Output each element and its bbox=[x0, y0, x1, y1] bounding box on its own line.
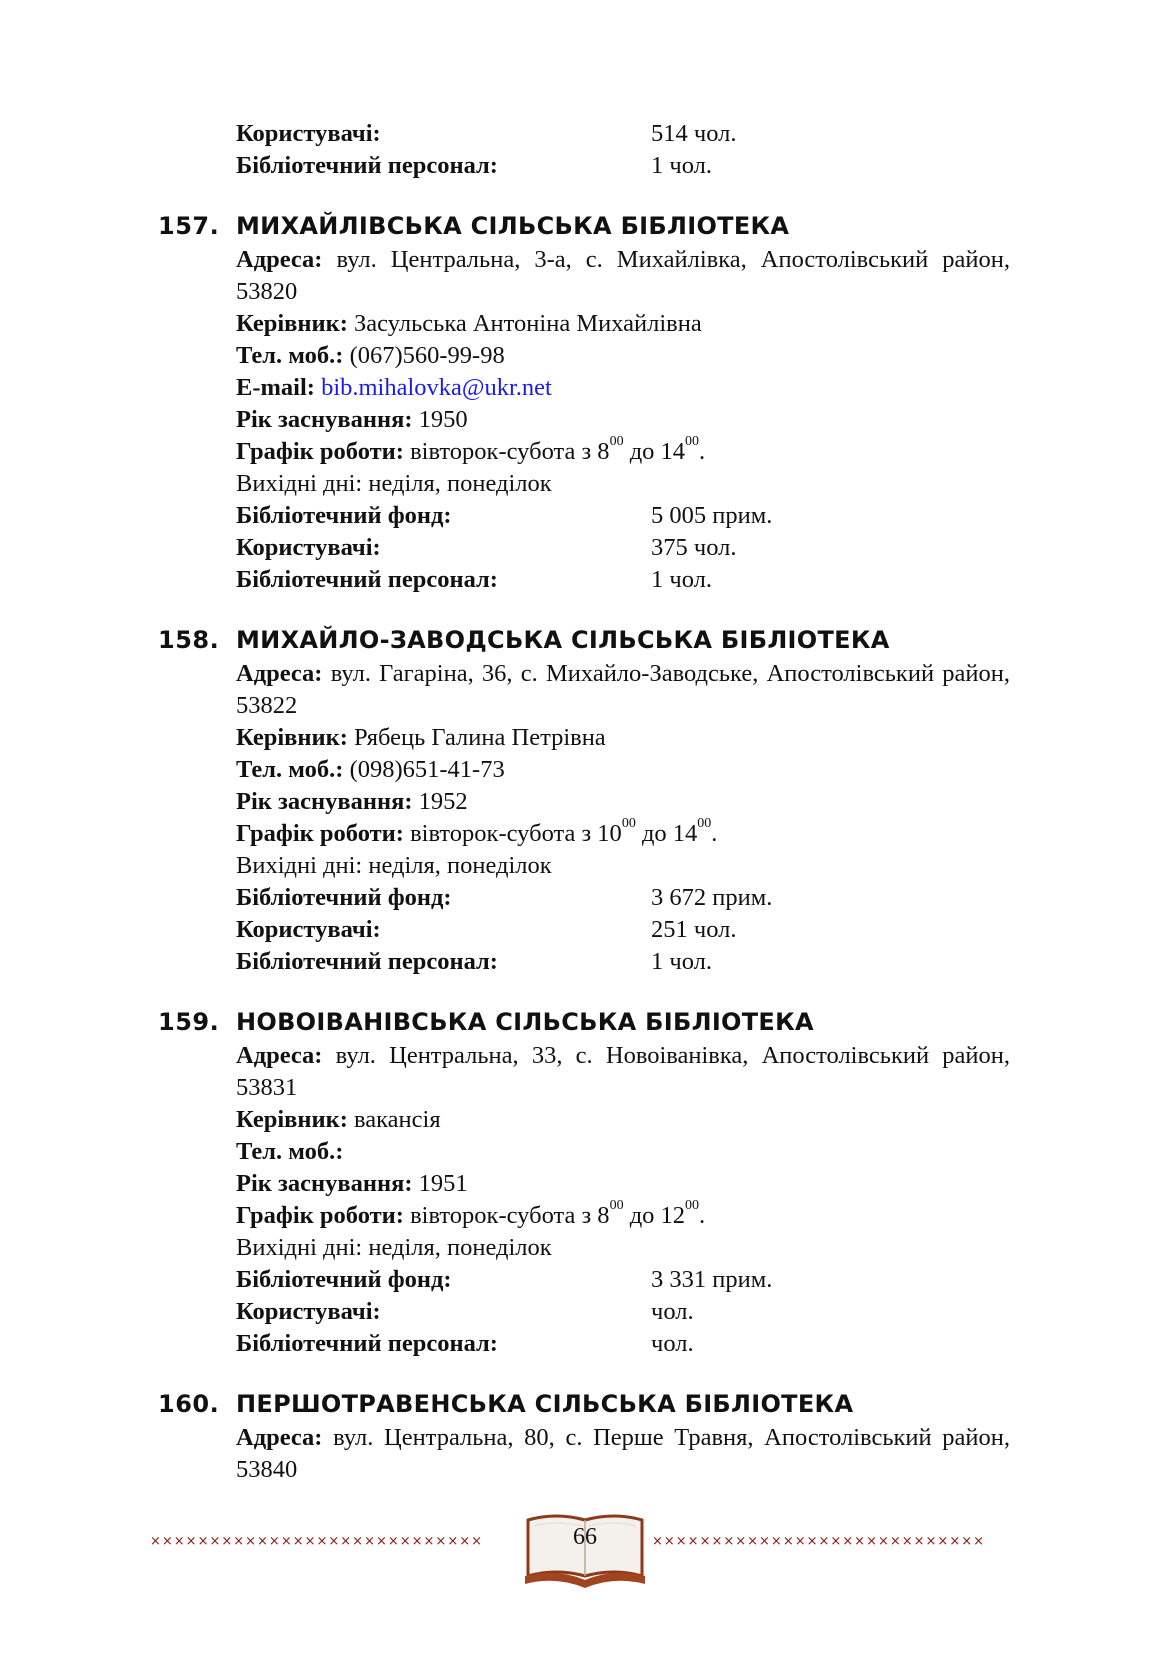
schedule-minutes-end: 00 bbox=[685, 1198, 700, 1213]
entry-title: МИХАЙЛІВСЬКА СІЛЬСЬКА БІБЛІОТЕКА bbox=[236, 212, 790, 240]
users-label: Користувачі: bbox=[236, 916, 381, 943]
schedule-minutes-end: 00 bbox=[697, 816, 712, 831]
fund-row bbox=[236, 1264, 1010, 1296]
days-off-line: Вихідні дні: неділя, понеділок bbox=[236, 470, 552, 497]
phone-label: Тел. моб.: bbox=[236, 756, 344, 783]
entry-number: 158. bbox=[158, 626, 220, 654]
staff-row bbox=[236, 564, 1010, 596]
schedule-label: Графік роботи: bbox=[236, 1202, 404, 1229]
schedule-line bbox=[236, 1200, 1010, 1232]
address-label: Адреса: bbox=[236, 1042, 323, 1069]
phone-label: Тел. моб.: bbox=[236, 1138, 344, 1165]
address-value: вул. Центральна, 33, с. Новоіванівка, Апостолівський район, 53831 bbox=[236, 1042, 1011, 1101]
staff-value: 1 чол. bbox=[651, 948, 712, 975]
users-label: Користувачі: bbox=[236, 534, 381, 561]
founded-label: Рік заснування: bbox=[236, 788, 413, 815]
fund-row bbox=[236, 882, 1010, 914]
phone-line bbox=[236, 1136, 1010, 1168]
schedule-end: . bbox=[699, 1202, 706, 1229]
head-value: Засульська Антоніна Михайлівна bbox=[354, 310, 702, 337]
schedule-minutes-start: 00 bbox=[621, 816, 636, 831]
users-value: чол. bbox=[651, 1298, 694, 1325]
founded-line bbox=[236, 786, 1010, 818]
address-line bbox=[236, 658, 1010, 722]
staff-label: Бібліотечний персонал: bbox=[236, 948, 498, 975]
email-link[interactable]: bib.mihalovka@ukr.net bbox=[321, 374, 552, 401]
founded-value: 1951 bbox=[418, 1170, 468, 1197]
fund-label: Бібліотечний фонд: bbox=[236, 884, 452, 911]
users-value: 251 чол. bbox=[651, 916, 737, 943]
schedule-text: вівторок-субота з 8 bbox=[410, 1202, 610, 1229]
users-value: 514 чол. bbox=[651, 120, 737, 147]
fund-label: Бібліотечний фонд: bbox=[236, 502, 452, 529]
head-label: Керівник: bbox=[236, 310, 348, 337]
schedule-mid: до 14 bbox=[635, 820, 698, 847]
address-line bbox=[236, 244, 1010, 308]
entry-number: 157. bbox=[158, 212, 220, 240]
staff-label: Бібліотечний персонал: bbox=[236, 566, 498, 593]
entry-number: 160. bbox=[158, 1390, 220, 1418]
schedule-label: Графік роботи: bbox=[236, 438, 404, 465]
days-off-line: Вихідні дні: неділя, понеділок bbox=[236, 852, 552, 879]
users-value: 375 чол. bbox=[651, 534, 737, 561]
schedule-minutes-start: 00 bbox=[609, 1198, 624, 1213]
schedule-text: вівторок-субота з 8 bbox=[410, 438, 610, 465]
library-entry-159 bbox=[158, 1004, 1011, 1360]
schedule-mid: до 14 bbox=[623, 438, 686, 465]
head-value: Рябець Галина Петрівна bbox=[354, 724, 606, 751]
address-line bbox=[236, 1040, 1010, 1104]
staff-row bbox=[236, 946, 1010, 978]
head-line bbox=[236, 1104, 1010, 1136]
entry-heading bbox=[158, 1386, 1010, 1422]
founded-value: 1952 bbox=[418, 788, 468, 815]
previous-entry-tail bbox=[236, 118, 1010, 182]
entry-heading bbox=[158, 622, 1010, 658]
entry-title: НОВОІВАНІВСЬКА СІЛЬСЬКА БІБЛІОТЕКА bbox=[236, 1008, 814, 1036]
entry-title: МИХАЙЛО-ЗАВОДСЬКА СІЛЬСЬКА БІБЛІОТЕКА bbox=[236, 626, 890, 654]
fund-value: 3 331 прим. bbox=[651, 1266, 773, 1293]
page-content bbox=[158, 118, 1011, 1486]
address-label: Адреса: bbox=[236, 246, 323, 273]
users-row bbox=[236, 914, 1010, 946]
founded-label: Рік заснування: bbox=[236, 1170, 413, 1197]
founded-label: Рік заснування: bbox=[236, 406, 413, 433]
schedule-mid: до 12 bbox=[623, 1202, 686, 1229]
head-label: Керівник: bbox=[236, 724, 348, 751]
decorative-cross-border-right: ×××××××××××××××××××××××××××× bbox=[652, 1534, 985, 1549]
entry-title: ПЕРШОТРАВЕНСЬКА СІЛЬСЬКА БІБЛІОТЕКА bbox=[236, 1390, 854, 1418]
entry-number: 159. bbox=[158, 1008, 220, 1036]
phone-value: (098)651-41-73 bbox=[349, 756, 505, 783]
entry-heading bbox=[158, 208, 1010, 244]
library-entry-157 bbox=[158, 208, 1011, 596]
decorative-cross-border-left: ×××××××××××××××××××××××××××× bbox=[150, 1534, 483, 1549]
schedule-minutes-end: 00 bbox=[685, 434, 700, 449]
library-entry-160 bbox=[158, 1386, 1010, 1486]
head-value: вакансія bbox=[354, 1106, 441, 1133]
phone-line bbox=[236, 340, 1010, 372]
email-line bbox=[236, 372, 1010, 404]
users-label: Користувачі: bbox=[236, 1298, 381, 1325]
page-number: 66 bbox=[573, 1524, 597, 1550]
users-row bbox=[236, 1296, 1010, 1328]
founded-line bbox=[236, 404, 1010, 436]
phone-label: Тел. моб.: bbox=[236, 342, 344, 369]
head-line bbox=[236, 308, 1010, 340]
fund-value: 5 005 прим. bbox=[651, 502, 773, 529]
schedule-line bbox=[236, 436, 1010, 468]
staff-row bbox=[236, 150, 1010, 182]
users-row bbox=[236, 118, 1010, 150]
library-entry-158 bbox=[158, 622, 1010, 978]
head-line bbox=[236, 722, 1010, 754]
schedule-minutes-start: 00 bbox=[609, 434, 624, 449]
users-label: Користувачі: bbox=[236, 120, 381, 147]
address-label: Адреса: bbox=[236, 1424, 323, 1451]
email-label: E-mail: bbox=[236, 374, 315, 401]
schedule-text: вівторок-субота з 10 bbox=[410, 820, 622, 847]
founded-line bbox=[236, 1168, 1010, 1200]
address-value: вул. Гагаріна, 36, с. Михайло-Заводське, Апостолівський район, 53822 bbox=[236, 660, 1010, 719]
days-off-line: Вихідні дні: неділя, понеділок bbox=[236, 1234, 552, 1261]
phone-value: (067)560-99-98 bbox=[349, 342, 505, 369]
address-line bbox=[236, 1422, 1010, 1486]
page-footer bbox=[150, 1510, 1020, 1590]
phone-line bbox=[236, 754, 1010, 786]
users-row bbox=[236, 532, 1010, 564]
address-value: вул. Центральна, 3-а, с. Михайлівка, Апостолівський район, 53820 bbox=[236, 246, 1011, 305]
schedule-end: . bbox=[711, 820, 718, 847]
staff-label: Бібліотечний персонал: bbox=[236, 1330, 498, 1357]
staff-value: чол. bbox=[651, 1330, 694, 1357]
head-label: Керівник: bbox=[236, 1106, 348, 1133]
staff-row bbox=[236, 1328, 1010, 1360]
staff-value: 1 чол. bbox=[651, 152, 712, 179]
schedule-line bbox=[236, 818, 1010, 850]
fund-value: 3 672 прим. bbox=[651, 884, 773, 911]
schedule-end: . bbox=[699, 438, 706, 465]
staff-label: Бібліотечний персонал: bbox=[236, 152, 498, 179]
entry-heading bbox=[158, 1004, 1010, 1040]
schedule-label: Графік роботи: bbox=[236, 820, 404, 847]
staff-value: 1 чол. bbox=[651, 566, 712, 593]
address-value: вул. Центральна, 80, с. Перше Травня, Апостолівський район, 53840 bbox=[236, 1424, 1010, 1483]
address-label: Адреса: bbox=[236, 660, 323, 687]
founded-value: 1950 bbox=[418, 406, 468, 433]
fund-row bbox=[236, 500, 1010, 532]
fund-label: Бібліотечний фонд: bbox=[236, 1266, 452, 1293]
